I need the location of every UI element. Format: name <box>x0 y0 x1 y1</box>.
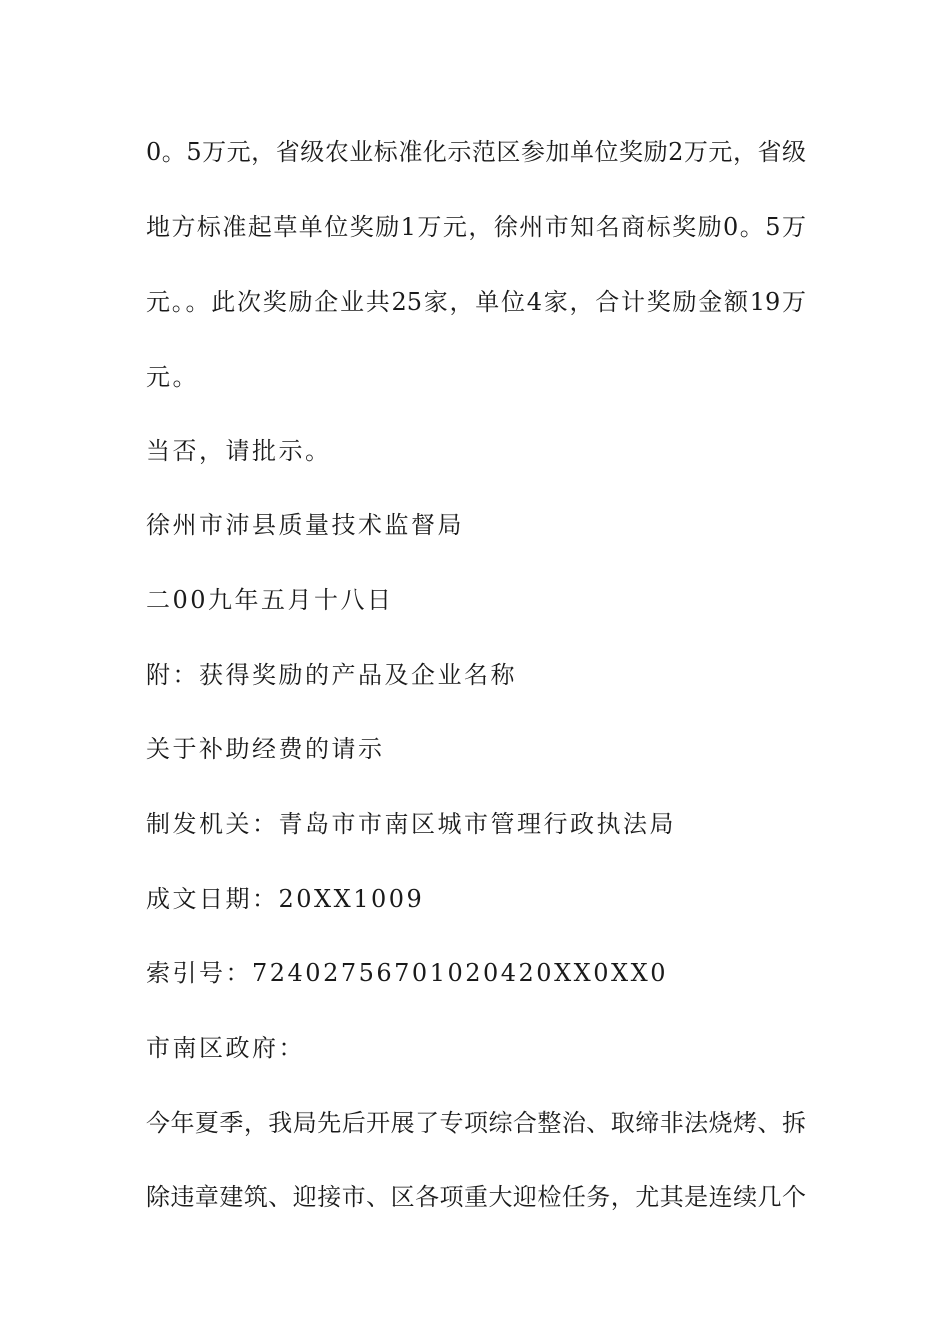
paragraph-1-line-3: 元。。此次奖励企业共25家，单位4家，合计奖励金额19万 <box>146 288 806 316</box>
paragraph-2-line-1: 今年夏季，我局先后开展了专项综合整治、取缔非法烧烤、拆 <box>146 1109 806 1137</box>
issuer: 徐州市沛县质量技术监督局 <box>146 511 464 539</box>
request-line: 当否，请批示。 <box>146 437 332 465</box>
paragraph-1-line-1: 0。5万元，省级农业标准化示范区参加单位奖励2万元，省级 <box>146 138 806 166</box>
issue-date: 二00九年五月十八日 <box>146 586 394 614</box>
paragraph-1-line-4: 元。 <box>146 363 199 391</box>
attachment-note: 附：获得奖励的产品及企业名称 <box>146 661 517 689</box>
paragraph-1-line-2: 地方标准起草单位奖励1万元，徐州市知名商标奖励0。5万 <box>146 213 806 241</box>
addressee: 市南区政府： <box>146 1034 305 1062</box>
issuing-authority: 制发机关：青岛市市南区城市管理行政执法局 <box>146 810 676 838</box>
document-date: 成文日期：20XX1009 <box>146 885 425 913</box>
paragraph-2-line-2: 除违章建筑、迎接市、区各项重大迎检任务，尤其是连续几个 <box>146 1183 806 1211</box>
index-number: 索引号：72402756701020420XX0XX0 <box>146 959 668 987</box>
document-title: 关于补助经费的请示 <box>146 735 385 763</box>
